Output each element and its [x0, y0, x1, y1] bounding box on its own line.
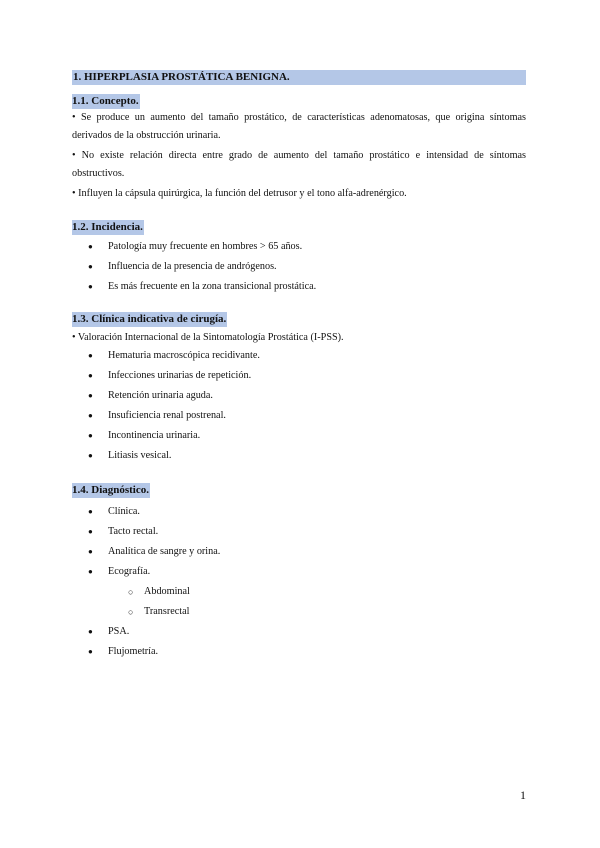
- list-item: ● Influencia de la presencia de andrógenos.: [72, 257, 526, 277]
- section-incidencia: [72, 217, 526, 297]
- list-item: ● Flujometría.: [72, 642, 526, 662]
- section-concepto: [72, 91, 526, 203]
- list-item: ● Litiasis vesical.: [72, 446, 526, 466]
- list-item: ● PSA.: [72, 622, 526, 642]
- section-heading: 1.2. Incidencia.: [72, 220, 143, 233]
- list-item: ● Insuficiencia renal postrenal.: [72, 406, 526, 426]
- list-item: ● Tacto rectal.: [72, 522, 526, 542]
- sub-list-item: ○ Abdominal: [72, 582, 526, 602]
- section-heading: 1.1. Concepto.: [72, 95, 139, 107]
- paragraph: • Influyen la cápsula quirúrgica, la función del detrusor y el tono alfa-adrenérgico.: [72, 188, 407, 199]
- list-item: ● Analítica de sangre y orina.: [72, 542, 526, 562]
- paragraph: • Valoración Internacional de la Sintomatología Prostática (I-PSS).: [72, 331, 344, 343]
- paragraph: • Se produce un aumento del tamaño prostático, de características adenomatosas, que origina síntomas derivados de la obstrucción urinaria.: [72, 112, 526, 141]
- sub-list-item: ○ Transrectal: [72, 602, 526, 622]
- list-item: ● Infecciones urinarias de repetición.: [72, 366, 526, 386]
- list-item: ● Es más frecuente en la zona transicional prostática.: [72, 277, 526, 297]
- list-item: ● Clínica.: [72, 502, 526, 522]
- page-number: 1: [520, 788, 526, 802]
- list-item: ● Incontinencia urinaria.: [72, 426, 526, 446]
- list-item: ● Ecografía.: [72, 562, 526, 582]
- paragraph: • No existe relación directa entre grado de aumento del tamaño prostático e intensidad de síntomas obstructivos.: [72, 150, 526, 179]
- list-item: ● Retención urinaria aguda.: [72, 386, 526, 406]
- section-heading: 1.3. Clínica indicativa de cirugía.: [72, 312, 227, 325]
- section-heading: 1.4. Diagnóstico.: [72, 484, 149, 496]
- document-page: [72, 70, 526, 662]
- section-clinica: [72, 309, 526, 467]
- list-item: ● Hematuria macroscópica recidivante.: [72, 346, 526, 366]
- list-item: ● Patología muy frecuente en hombres > 65 años.: [72, 237, 526, 257]
- section-diagnostico: [72, 480, 526, 662]
- main-title: 1. HIPERPLASIA PROSTÁTICA BENIGNA.: [72, 70, 526, 85]
